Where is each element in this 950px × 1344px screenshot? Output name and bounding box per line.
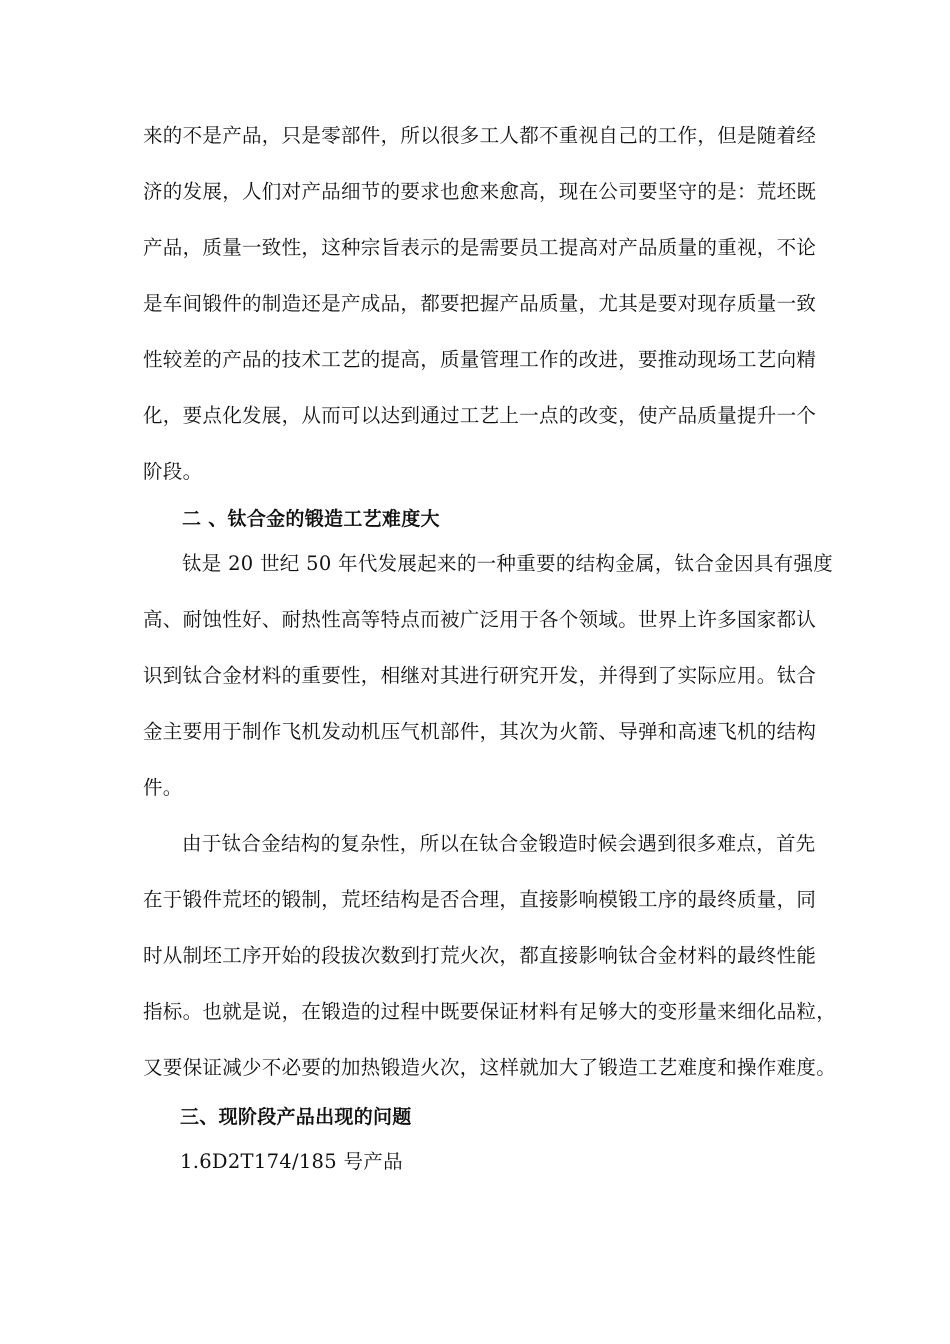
difficulty-line-1: 由于钛合金结构的复杂性，所以在钛合金锻造时候会遇到很多难点，首先 — [182, 832, 816, 855]
section2-heading: 二 、钛合金的锻造工艺难度大 — [182, 508, 440, 530]
intro-line-4: 是车间锻件的制造还是产成品，都要把握产品质量，尤其是要对现存质量一致 — [143, 292, 817, 315]
titanium-line-2: 高、耐蚀性好、耐热性高等特点而被广泛用于各个领域。世界上许多国家都认 — [143, 608, 817, 631]
list-item-1: 1.6D2T174/185 号产品 — [180, 1150, 403, 1173]
intro-line-2: 济的发展，人们对产品细节的要求也愈来愈高，现在公司要坚守的是：荒坯既 — [143, 180, 817, 203]
intro-line-1: 来的不是产品，只是零部件，所以很多工人都不重视自己的工作，但是随着经 — [143, 124, 817, 147]
titanium-line-5: 件。 — [143, 776, 183, 799]
intro-line-5: 性较差的产品的技术工艺的提高，质量管理工作的改进，要推动现场工艺向精 — [143, 348, 817, 371]
intro-line-6: 化，要点化发展，从而可以达到通过工艺上一点的改变，使产品质量提升一个 — [143, 404, 817, 427]
difficulty-line-2: 在于锻件荒坯的锻制，荒坯结构是否合理，直接影响模锻工序的最终质量，同 — [143, 888, 817, 911]
difficulty-line-5: 又要保证减少不必要的加热锻造火次，这样就加大了锻造工艺难度和操作难度。 — [143, 1056, 837, 1079]
section3-heading: 三、现阶段产品出现的问题 — [180, 1106, 412, 1128]
intro-line-3: 产品，质量一致性，这种宗旨表示的是需要员工提高对产品质量的重视，不论 — [143, 236, 817, 259]
difficulty-line-3: 时从制坯工序开始的段拔次数到打荒火次，都直接影响钛合金材料的最终性能 — [143, 944, 817, 967]
titanium-line-1: 钛是 20 世纪 50 年代发展起来的一种重要的结构金属，钛合金因具有强度 — [182, 552, 834, 575]
titanium-line-4: 金主要用于制作飞机发动机压气机部件，其次为火箭、导弹和高速飞机的结构 — [143, 720, 817, 743]
titanium-line-3: 识到钛合金材料的重要性，相继对其进行研究开发，并得到了实际应用。钛合 — [143, 664, 817, 687]
intro-line-7: 阶段。 — [143, 460, 203, 483]
difficulty-line-4: 指标。也就是说，在锻造的过程中既要保证材料有足够大的变形量来细化品粒， — [143, 1000, 837, 1023]
